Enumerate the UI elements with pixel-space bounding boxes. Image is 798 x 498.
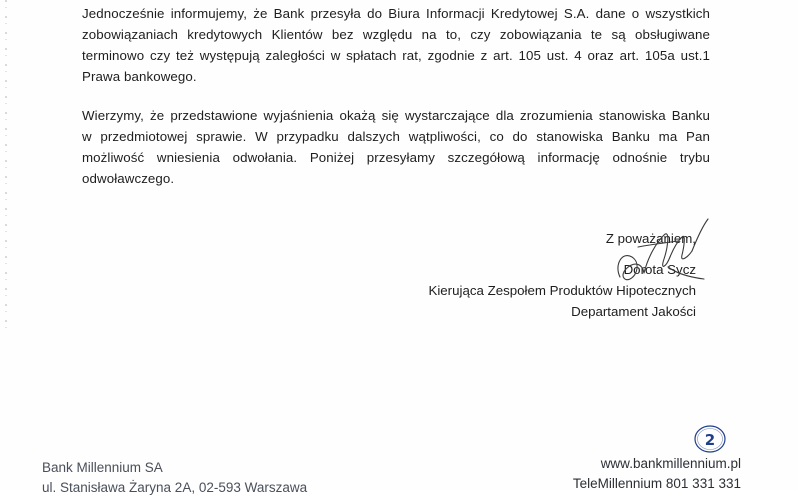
paragraph-appeal-info bbox=[82, 105, 722, 189]
footer-company-info bbox=[42, 458, 307, 498]
footer-phone: TeleMillennium 801 331 331 bbox=[572, 476, 741, 491]
paragraph-line: odwoławczego. bbox=[82, 171, 175, 186]
footer-address: ul. Stanisława Żaryna 2A, 02-593 Warszawa bbox=[42, 480, 308, 495]
footer-website: www.bankmillennium.pl bbox=[600, 456, 741, 471]
paragraph-line: możliwość wniesienia odwołania. Poniżej przesyłamy szczegółową informację odnośnie trybu bbox=[82, 150, 710, 165]
paragraph-line: Wierzymy, że przedstawione wyjaśnienia okażą się wystarczające dla zrozumienia stanowiska Banku bbox=[82, 108, 710, 123]
closing-salutation: Z poważaniem, bbox=[605, 231, 696, 246]
signer-name: Dorota Sycz bbox=[623, 262, 696, 277]
footer-company-name: Bank Millennium SA bbox=[42, 460, 163, 475]
signer-title: Kierująca Zespołem Produktów Hipotecznych bbox=[428, 283, 696, 298]
paragraph-line: w przedmiotowej sprawie. W przypadku dalszych wątpliwości, co do stanowiska Banku ma Pan bbox=[82, 129, 710, 144]
page-number-mark bbox=[690, 422, 730, 456]
handwritten-signature bbox=[608, 207, 718, 292]
paragraph-line: Jednocześnie informujemy, że Bank przesyła do Biura Informacji Kredytowej S.A. dane o wszystkich bbox=[82, 6, 710, 21]
footer-contact-info bbox=[573, 454, 741, 494]
paragraph-line: Prawa bankowego. bbox=[82, 69, 197, 84]
page-number: 2 bbox=[704, 431, 716, 449]
paragraph-bik-info bbox=[82, 3, 722, 87]
paragraph-line: terminowo czy też występują zaległości w spłatach rat, zgodnie z art. 105 ust. 4 oraz art. 105a ust.1 bbox=[82, 48, 710, 63]
paragraph-line: zobowiązaniach kredytowych Klientów bez względu na to, czy zobowiązania te są obsługiwane bbox=[82, 27, 710, 42]
scan-edge-artifact bbox=[5, 0, 7, 330]
signer-department: Departament Jakości bbox=[571, 304, 696, 319]
